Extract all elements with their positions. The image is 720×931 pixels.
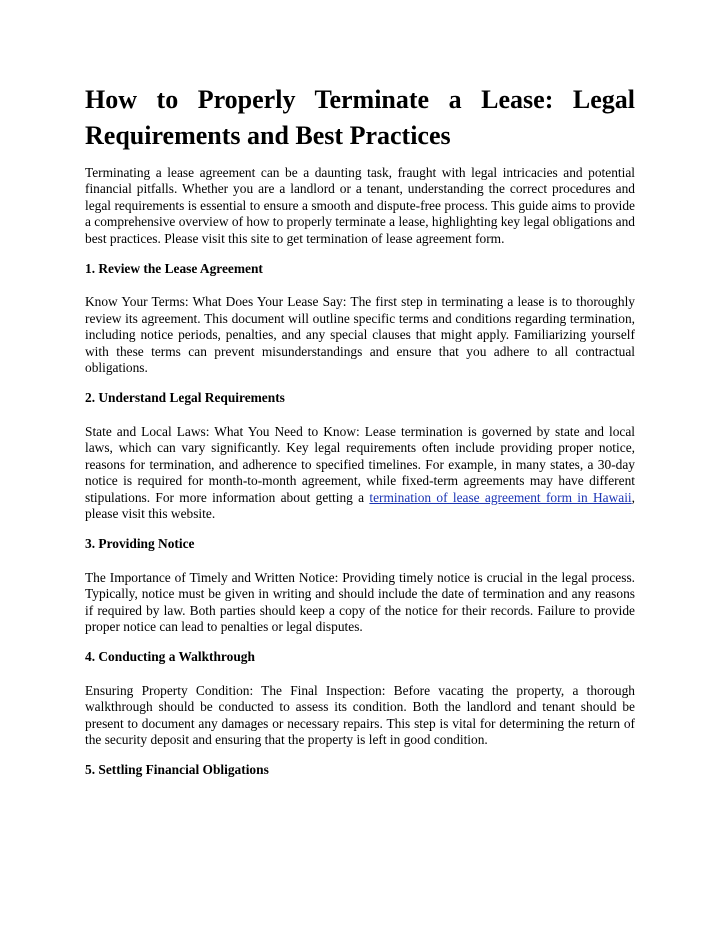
section-3-heading: 3. Providing Notice (85, 536, 195, 552)
section-5-heading: 5. Settling Financial Obligations (85, 762, 269, 778)
section-1-heading: 1. Review the Lease Agreement (85, 261, 263, 277)
section-2-text-after-link: , please visit this website. (85, 489, 636, 521)
page-title (85, 82, 635, 154)
document-body (85, 165, 635, 796)
section-3-paragraph: The Importance of Timely and Written Notice: Providing timely notice is crucial in the legal process. Typically, notice must be given in writing and should include the date of termination and any reasons if required by law. Both parties should keep a copy of the notice for their records. Failure to provide proper notice can lead to penalties or legal disputes. (85, 569, 635, 634)
section-1-paragraph: Know Your Terms: What Does Your Lease Say: The first step in terminating a lease is to thoroughly review its agreement. This document will outline specific terms and conditions regarding termination, including notice periods, penalties, and any special clauses that might apply. Familiarizing yourself with these terms can prevent misunderstandings and ensure that you adhere to all contractual obligations. (85, 294, 635, 376)
intro-paragraph: Terminating a lease agreement can be a daunting task, fraught with legal intricacies and potential financial pitfalls. Whether you are a landlord or a tenant, understanding the correct procedures and legal requirements is essential to ensure a smooth and dispute-free process. This guide aims to provide a comprehensive overview of how to properly terminate a lease, highlighting key legal obligations and best practices. Please visit this site to get termination of lease agreement form. (85, 165, 635, 246)
title-line-1: How to Properly Terminate a Lease: Legal (85, 85, 635, 114)
section-4-heading: 4. Conducting a Walkthrough (85, 649, 255, 665)
section-2-paragraph (85, 424, 635, 522)
title-line-2: Requirements and Best Practices (85, 121, 451, 150)
section-4-paragraph: Ensuring Property Condition: The Final Inspection: Before vacating the property, a thorough walkthrough should be conducted to assess its condition. Both the landlord and tenant should be present to document any damages or necessary repairs. This step is vital for determining the return of the security deposit and ensuring that the property is left in good condition. (85, 682, 635, 747)
hawaii-lease-form-link[interactable]: termination of lease agreement form in Hawaii (369, 489, 632, 505)
section-2-heading: 2. Understand Legal Requirements (85, 390, 285, 406)
section-2-text-before-link: State and Local Laws: What You Need to Know: Lease termination is governed by state and local laws, which can vary significantly. Key legal requirements often include providing proper notice, reasons for termination, and adherence to specified timelines. For example, in many states, a 30-day notice is required for month-to-month agreement, while fixed-term agreements may have different stipulations. For more information about getting a (85, 423, 635, 505)
